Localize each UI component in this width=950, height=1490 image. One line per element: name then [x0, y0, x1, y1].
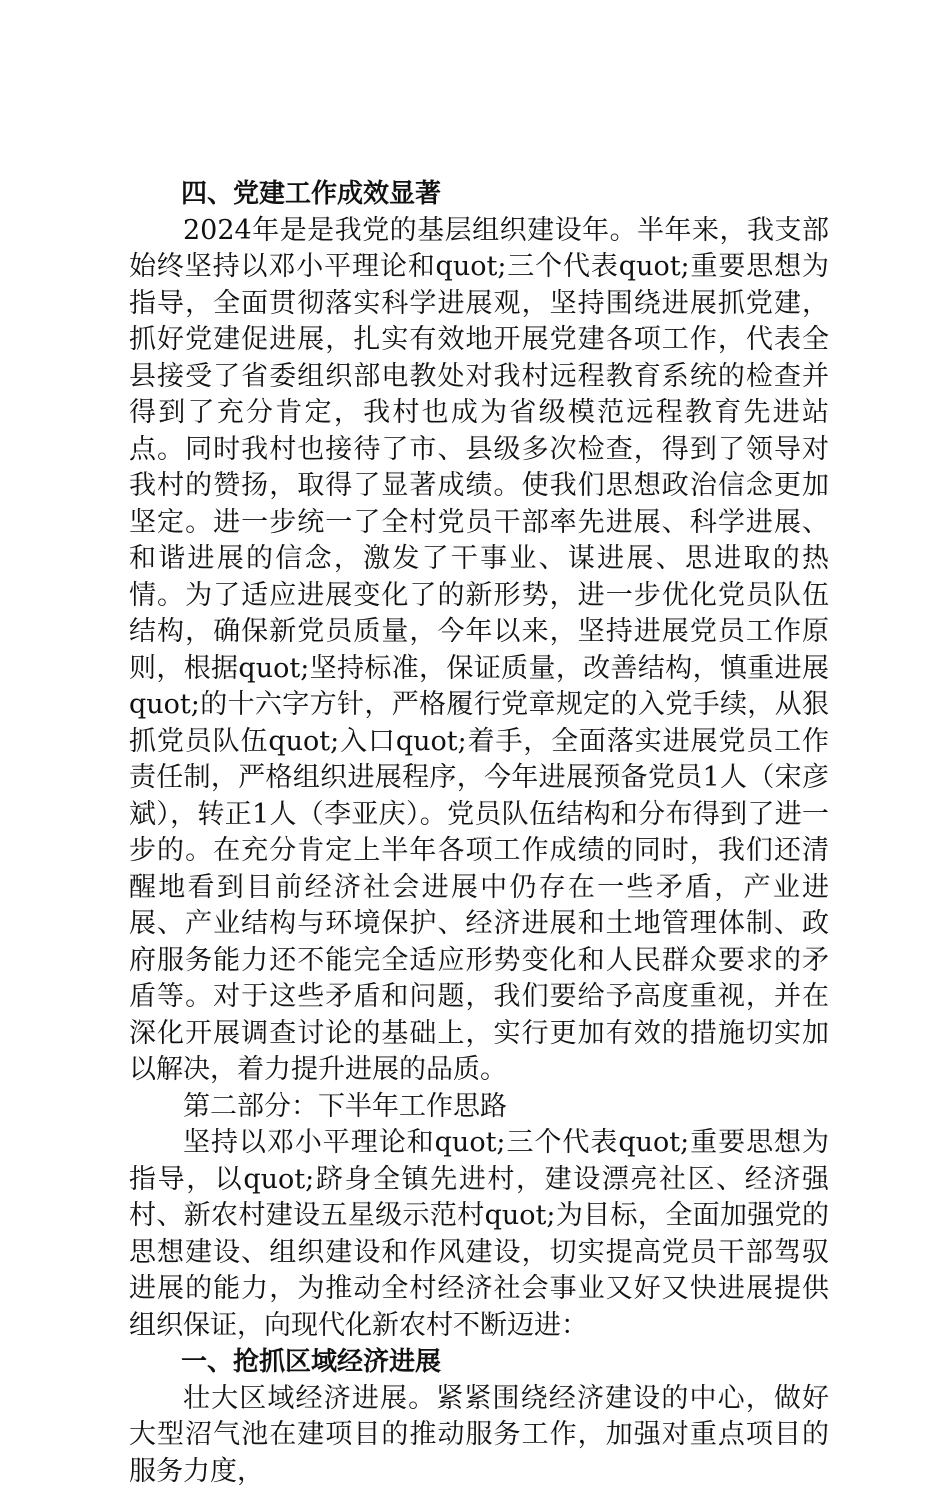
section-heading-regional-economy: 一、抢抓区域经济进展	[129, 1344, 829, 1381]
paragraph-regional-economy: 壮大区域经济进展。紧紧围绕经济建设的中心，做好大型沼气池在建项目的推动服务工作，加强对重点项目的服务力度，	[129, 1381, 829, 1490]
part-two-title: 第二部分：下半年工作思路	[129, 1089, 829, 1126]
paragraph-party-building: 2024年是是我党的基层组织建设年。半年来，我支部始终坚持以邓小平理论和quot;三个代表quot;重要思想为指导，全面贯彻落实科学进展观，坚持围绕进展抓党建，抓好党建促进展，扎实有效地开展党建各项工作，代表全县接受了省委组织部电教处对我村远程教育系统的检查并得到了充分肯定，我村也成为省级模范远程教育先进站点。同时我村也接待了市、县级多次检查，得到了领导对我村的赞扬，取得了显著成绩。使我们思想政治信念更加坚定。进一步统一了全村党员干部率先进展、科学进展、和谐进展的信念，激发了干事业、谋进展、思进取的热情。为了适应进展变化了的新形势，进一步优化党员队伍结构，确保新党员质量，今年以来，坚持进展党员工作原则，根据quot;坚持标准，保证质量，改善结构，慎重进展quot;的十六字方针，严格履行党章规定的入党手续，从狠抓党员队伍quot;入口quot;着手，全面落实进展党员工作责任制，严格组织进展程序，今年进展预备党员1人（宋彦斌），转正1人（李亚庆）。党员队伍结构和分布得到了进一步的。在充分肯定上半年各项工作成绩的同时，我们还清醒地看到目前经济社会进展中仍存在一些矛盾，产业进展、产业结构与环境保护、经济进展和土地管理体制、政府服务能力还不能完全适应形势变化和人民群众要求的矛盾等。对于这些矛盾和问题，我们要给予高度重视，并在深化开展调查讨论的基础上，实行更加有效的措施切实加以解决，着力提升进展的品质。	[129, 213, 829, 1089]
document-body	[129, 176, 829, 1490]
section-heading-party-building: 四、党建工作成效显著	[129, 176, 829, 213]
paragraph-second-half-plan: 坚持以邓小平理论和quot;三个代表quot;重要思想为指导，以quot;跻身全镇先进村，建设漂亮社区、经济强村、新农村建设五星级示范村quot;为目标，全面加强党的思想建设、组织建设和作风建设，切实提高党员干部驾驭进展的能力，为推动全村经济社会事业又好又快进展提供组织保证，向现代化新农村不断迈进：	[129, 1125, 829, 1344]
